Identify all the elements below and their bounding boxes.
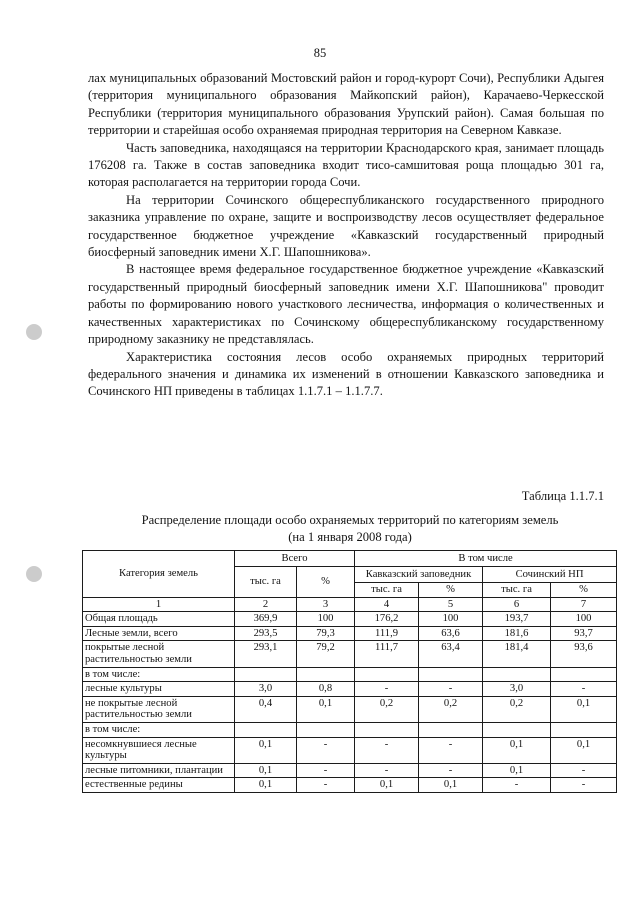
row-value: - (297, 778, 355, 793)
paragraph: лах муниципальных образований Мостовский район и город-курорт Сочи), Республики Адыгея (территория муниципального образования Майкопский район), Карачаево-Черкесской Республики (территория муниципального образования Урупский район). Самая большая по территории и старейшая особо охраняемая природная территория на Северном Кавказе. (88, 71, 604, 138)
header-sochi-np: Сочинский НП (483, 567, 617, 583)
page-number: 85 (313, 46, 327, 60)
table-row (83, 682, 617, 697)
row-value: - (297, 763, 355, 778)
column-index: 2 (235, 597, 297, 612)
header-kavkaz-reserve: Кавказский заповедник (355, 567, 483, 583)
row-value: 0,1 (235, 763, 297, 778)
row-value: 63,6 (419, 626, 483, 641)
row-value: 79,3 (297, 626, 355, 641)
row-category: естественные редины (83, 778, 235, 793)
table-row (83, 667, 617, 682)
row-value: 369,9 (235, 612, 297, 627)
header-sochi-thous-ha: тыс. га (483, 583, 551, 598)
row-value: - (355, 763, 419, 778)
row-value (297, 667, 355, 682)
row-value: 93,7 (551, 626, 617, 641)
row-value: 0,1 (483, 763, 551, 778)
row-value: 0,1 (483, 737, 551, 763)
punch-hole (26, 566, 42, 582)
paragraph: Часть заповедника, находящаяся на территории Краснодарского края, занимает площадь 176208 га. Также в состав заповедника входит тисо-самшитовая роща площадью 301 га, которая располагается на территории города Сочи. (88, 140, 604, 190)
header-including: В том числе (355, 551, 617, 567)
row-value (483, 722, 551, 737)
row-value: - (483, 778, 551, 793)
row-category: в том числе: (83, 722, 235, 737)
row-value: 0,1 (419, 778, 483, 793)
row-value (551, 722, 617, 737)
body-text (88, 70, 604, 401)
row-value: - (419, 682, 483, 697)
table-row (83, 641, 617, 667)
row-value (483, 667, 551, 682)
column-index: 1 (83, 597, 235, 612)
row-value: 3,0 (235, 682, 297, 697)
land-category-table (82, 550, 617, 793)
row-category: Лесные земли, всего (83, 626, 235, 641)
row-category: не покрытые лесной растительностью земли (83, 696, 235, 722)
table-row (83, 612, 617, 627)
header-total: Всего (235, 551, 355, 567)
table-label: Таблица 1.1.7.1 (521, 489, 604, 503)
row-value (355, 722, 419, 737)
row-value: 100 (419, 612, 483, 627)
table-title-line: (на 1 января 2008 года) (288, 529, 412, 544)
row-value: 0,8 (297, 682, 355, 697)
row-value: 0,2 (419, 696, 483, 722)
row-value: 0,4 (235, 696, 297, 722)
row-value: 0,1 (551, 737, 617, 763)
row-value: 181,4 (483, 641, 551, 667)
table-row (83, 626, 617, 641)
row-value: 100 (297, 612, 355, 627)
column-index: 7 (551, 597, 617, 612)
paragraph: Характеристика состояния лесов особо охраняемых природных территорий федерального значения и динамика их изменений в отношении Кавказского заповедника и Сочинского НП приведены в таблицах 1.1.7.1 – 1.1.7.7. (88, 349, 604, 399)
table-row (83, 737, 617, 763)
header-kavkaz-percent: % (419, 583, 483, 598)
row-value: 0,1 (355, 778, 419, 793)
row-value (419, 722, 483, 737)
row-category: лесные культуры (83, 682, 235, 697)
row-value: - (419, 763, 483, 778)
column-index: 4 (355, 597, 419, 612)
table-title-line: Распределение площади особо охраняемых территорий по категориям земель (141, 513, 559, 527)
paragraph: На территории Сочинского общереспубликанского государственного природного заказника управление по охране, защите и воспроизводству лесов осуществляет федеральное государственное бюджетное учреждение «Кавказский государственный природный биосферный заповедник имени Х.Г. Шапошникова». (88, 192, 604, 260)
row-value: 0,1 (551, 696, 617, 722)
header-category: Категория земель (83, 551, 235, 598)
row-value (297, 722, 355, 737)
row-value: 100 (551, 612, 617, 627)
row-value (419, 667, 483, 682)
row-category: покрытые лесной растительностью земли (83, 641, 235, 667)
table-row (83, 763, 617, 778)
row-value: 176,2 (355, 612, 419, 627)
row-value: 63,4 (419, 641, 483, 667)
row-value: - (551, 763, 617, 778)
row-value: - (355, 682, 419, 697)
row-category: несомкнувшиеся лесные культуры (83, 737, 235, 763)
row-value: 181,6 (483, 626, 551, 641)
row-value: 0,1 (235, 737, 297, 763)
row-value: 0,2 (483, 696, 551, 722)
row-value: - (355, 737, 419, 763)
column-index: 3 (297, 597, 355, 612)
column-index: 5 (419, 597, 483, 612)
header-total-percent: % (297, 567, 355, 598)
header-kavkaz-thous-ha: тыс. га (355, 583, 419, 598)
header-sochi-percent: % (551, 583, 617, 598)
row-value: 111,7 (355, 641, 419, 667)
row-value: 93,6 (551, 641, 617, 667)
row-value: 293,1 (235, 641, 297, 667)
row-value: 111,9 (355, 626, 419, 641)
header-total-thous-ha: тыс. га (235, 567, 297, 598)
row-value: - (419, 737, 483, 763)
row-category: в том числе: (83, 667, 235, 682)
row-value: - (297, 737, 355, 763)
table-title (70, 512, 630, 545)
row-value: 79,2 (297, 641, 355, 667)
column-index: 6 (483, 597, 551, 612)
table-row (83, 778, 617, 793)
table-row (83, 722, 617, 737)
row-value: - (551, 778, 617, 793)
row-value: 293,5 (235, 626, 297, 641)
row-value: 193,7 (483, 612, 551, 627)
row-value (551, 667, 617, 682)
row-value: - (551, 682, 617, 697)
paragraph: В настоящее время федеральное государственное бюджетное учреждение «Кавказский государственный природный биосферный заповедник имени Х.Г. Шапошникова" проводит работы по формированию нового участкового лесничества, информация о количественных и качественных характеристиках по Сочинскому общереспубликанскому государственному природному заказнику не представлялась. (88, 262, 604, 347)
row-category: лесные питомники, плантации (83, 763, 235, 778)
row-value: 0,2 (355, 696, 419, 722)
punch-hole (26, 324, 42, 340)
row-value (235, 722, 297, 737)
row-value (235, 667, 297, 682)
row-category: Общая площадь (83, 612, 235, 627)
row-value (355, 667, 419, 682)
row-value: 3,0 (483, 682, 551, 697)
table-row (83, 696, 617, 722)
row-value: 0,1 (297, 696, 355, 722)
row-value: 0,1 (235, 778, 297, 793)
